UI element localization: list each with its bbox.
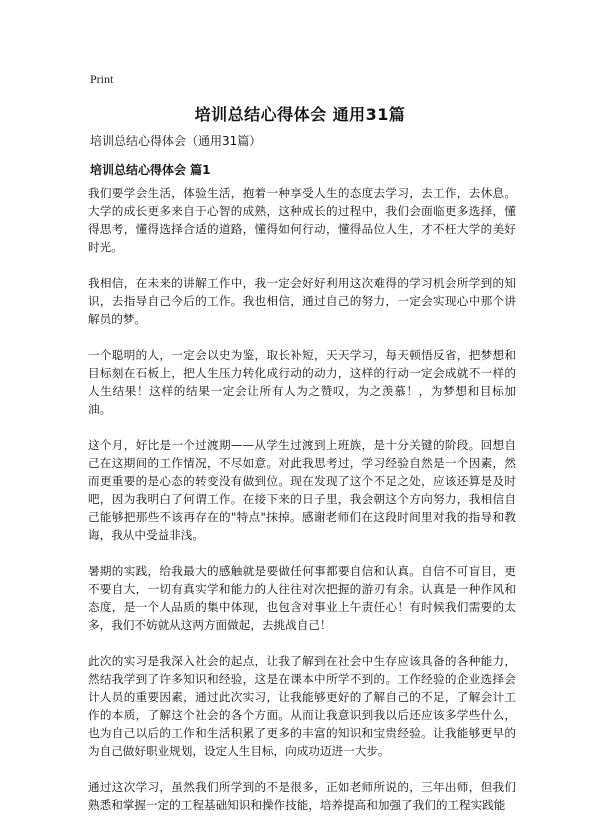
paragraph: 此次的实习是我深入社会的起点，让我了解到在社会中生存应该具备的各种能力，然结我学到了许多知识和经验，这是在课本中所学不到的。工作经验的企业选择会计人员的重要因素，通过此次实习，让我能够更好的了解自己的不足，了解会计工作的本质，了解这个社会的各个方面。从而让我意识到我以后还应该多学些什么，也为自己以后的工作和生活积累了更多的丰富的知识和宝贵经验。让我能够更早的为自己做好职业规划，设定人生目标，向成功迈进一大步。 <box>88 654 516 758</box>
article-body <box>88 184 516 832</box>
paragraph: 我相信，在未来的讲解工作中，我一定会好好利用这次难得的学习机会所学到的知识，去指导自己今后的工作。我也相信，通过自己的努力，一定会实现心中那个讲解员的梦。 <box>88 276 516 326</box>
paragraph: 我们要学会生活，体验生活，抱着一种享受人生的态度去学习，去工作，去休息。大学的成长更多来自于心智的成熟，这种成长的过程中，我们会面临更多选择，懂得思考，懂得选择合适的道路，懂得如何行动，懂得品位人生，才不枉大学的美好时光。 <box>88 186 516 254</box>
document-title: 培训总结心得体会 通用31篇 <box>194 105 406 124</box>
paragraph: 通过这次学习，虽然我们所学到的不是很多，正如老师所说的，三年出师，但我们熟悉和掌握一定的工程基础知识和操作技能，培养提高和加强了我们的工程实践能 <box>88 780 516 812</box>
print-link[interactable]: Print <box>90 72 114 86</box>
paragraph: 这个月，好比是一个过渡期——从学生过渡到上班族，是十分关键的阶段。回想自己在这期间的工作情况，不尽如意。对此我思考过，学习经验自然是一个因素，然而更重要的是心态的转变没有做到位。现在发现了这个不足之处，应该还算是及时吧，因为我明白了何谓工作。在接下来的日子里，我会朝这个方向努力，我相信自己能够把那些不该再存在的"特点"抹掉。感谢老师们在这段时间里对我的指导和教诲，我从中受益非浅。 <box>88 438 516 542</box>
paragraph: 暑期的实践，给我最大的感触就是要做任何事都要自信和认真。自信不可盲目，更不要自大，一切有真实学和能力的人往往对次把握的游刃有余。认真是一种作风和态度，是一个人品质的集中体现，也包含对事业上午责任心！有时候我们需要的太多，我们不妨就从这两方面做起，去挑战自己！ <box>88 564 516 632</box>
document-subtitle: 培训总结心得体会（通用31篇） <box>90 134 262 148</box>
section-heading: 培训总结心得体会 篇1 <box>90 163 211 177</box>
paragraph: 一个聪明的人，一定会以史为鉴，取长补短，天天学习，每天顿悟反省，把梦想和目标刻在石板上，把人生压力转化成行动的动力，这样的行动一定会成就不一样的人生结果！这样的结果一定会让所有人为之赞叹，为之羡慕！，为梦想和目标加油。 <box>88 348 516 416</box>
